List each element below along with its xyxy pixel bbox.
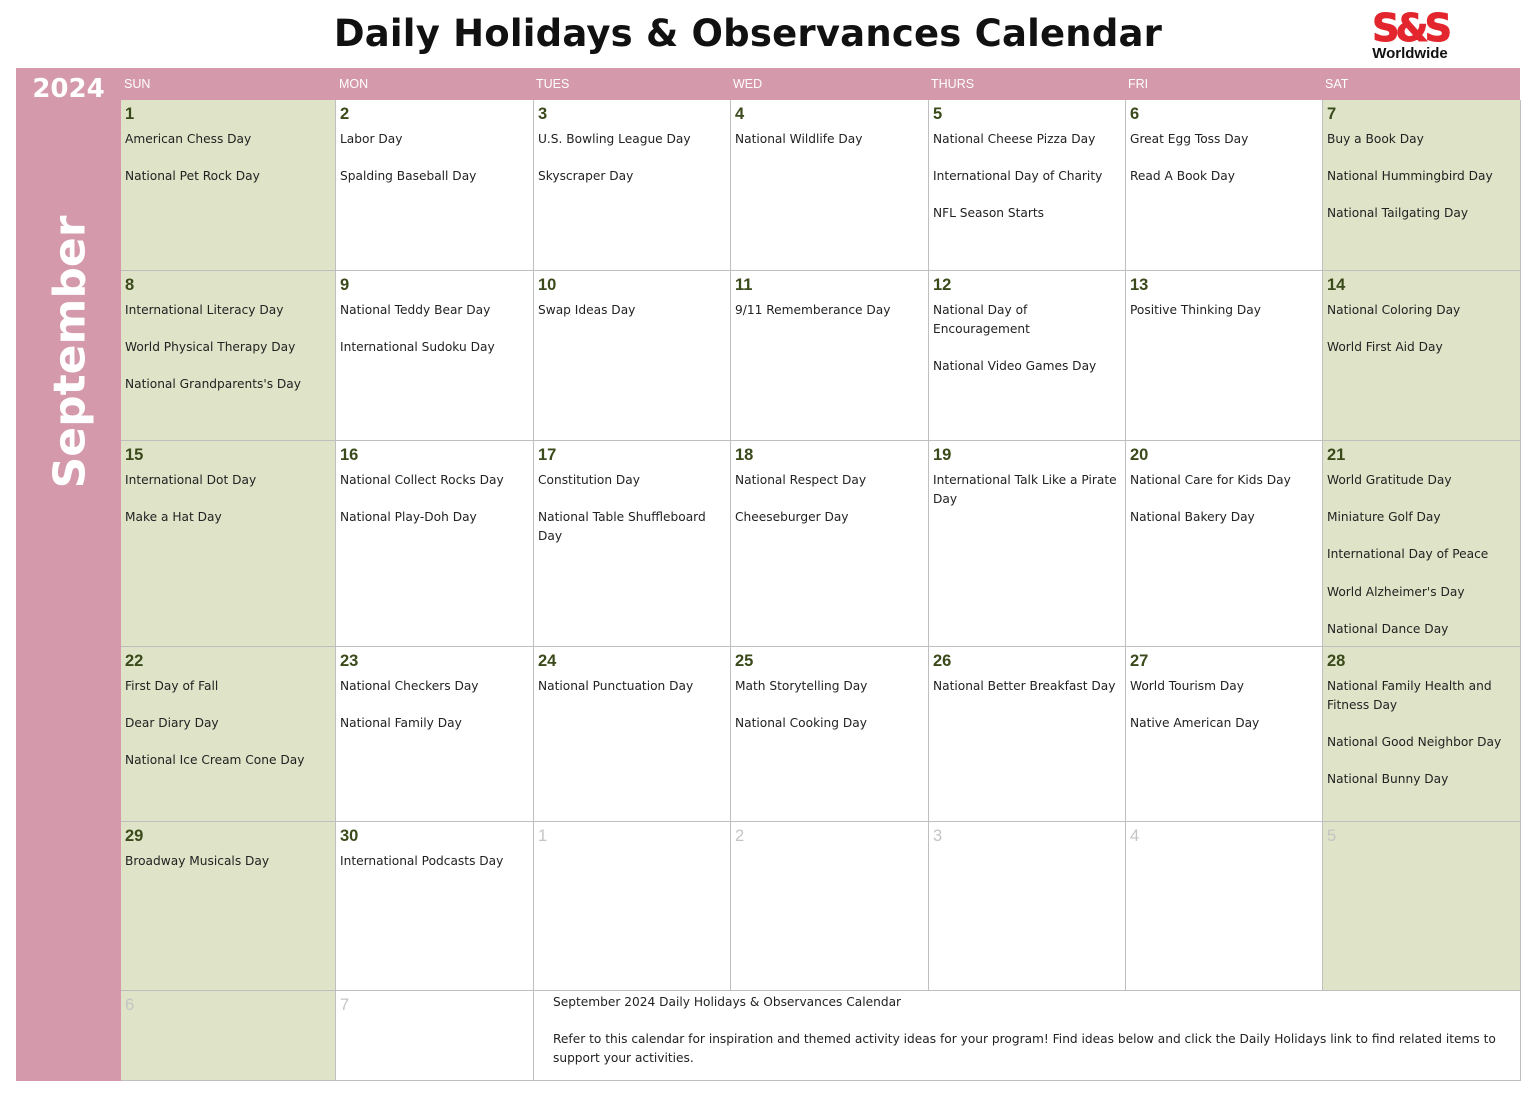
event-item[interactable]: National Checkers Day (340, 679, 479, 693)
day-number: 1 (125, 105, 135, 123)
day-cell[interactable] (731, 822, 929, 991)
day-number: 2 (735, 827, 745, 845)
event-item[interactable]: International Podcasts Day (340, 854, 504, 868)
day-cell[interactable] (1126, 271, 1323, 441)
event-item[interactable]: International Sudoku Day (340, 340, 495, 355)
day-number: 5 (933, 105, 943, 123)
event-item[interactable]: International Day of Peace (1327, 547, 1489, 562)
day-number: 3 (933, 827, 943, 845)
day-cell[interactable] (731, 647, 929, 822)
day-number: 14 (1327, 276, 1346, 294)
day-cell[interactable] (929, 441, 1126, 647)
day-number: 18 (735, 446, 754, 464)
event-item[interactable]: World Tourism Day (1130, 679, 1244, 693)
day-number: 28 (1327, 652, 1346, 670)
event-item[interactable]: Miniature Golf Day (1327, 510, 1441, 525)
day-number: 7 (1327, 105, 1337, 123)
day-number: 20 (1130, 446, 1149, 464)
event-item[interactable]: World First Aid Day (1327, 340, 1443, 355)
event-item[interactable]: National Bunny Day (1327, 771, 1449, 786)
event-item[interactable]: National Teddy Bear Day (340, 303, 491, 317)
weekday-label: SUN (124, 77, 151, 91)
event-list (125, 471, 331, 545)
day-cell[interactable] (121, 441, 336, 647)
event-item[interactable]: National Tailgating Day (1327, 206, 1469, 221)
calendar-grid (121, 100, 1521, 1081)
day-number: 30 (340, 827, 359, 845)
note-title: September 2024 Daily Holidays & Observances Calendar (553, 995, 902, 1009)
day-number: 21 (1327, 446, 1346, 464)
logo-mark: S&S (1372, 6, 1448, 50)
event-item[interactable]: Skyscraper Day (538, 169, 634, 184)
day-cell[interactable] (534, 271, 731, 441)
event-item[interactable]: Read A Book Day (1130, 169, 1235, 184)
event-item[interactable]: American Chess Day (125, 132, 252, 146)
day-number: 23 (340, 652, 359, 670)
weekday-header (121, 68, 1520, 100)
event-list (340, 471, 529, 545)
day-cell[interactable] (336, 647, 534, 822)
note-body: Refer to this calendar for inspiration and themed activity ideas for your program! Find ideas below and click the Daily Holidays link to find related items to support your activities. (553, 1032, 1496, 1065)
event-list (1130, 130, 1318, 204)
event-item[interactable]: Constitution Day (538, 473, 640, 487)
day-number: 7 (340, 996, 350, 1014)
day-cell[interactable] (731, 271, 929, 441)
event-list (125, 852, 331, 889)
event-list (340, 301, 529, 375)
day-number: 29 (125, 827, 144, 845)
event-item[interactable]: Great Egg Toss Day (1130, 132, 1249, 146)
event-item[interactable]: National Ice Cream Cone Day (125, 753, 305, 768)
logo-subtitle: Worldwide (1372, 45, 1448, 62)
event-item[interactable]: National Family Health and Fitness Day (1327, 679, 1492, 712)
day-number: 19 (933, 446, 952, 464)
event-item[interactable]: National Coloring Day (1327, 303, 1461, 317)
event-item[interactable]: National Bakery Day (1130, 510, 1255, 525)
event-list (1130, 471, 1318, 545)
weekday-label: TUES (536, 77, 570, 91)
event-list (538, 677, 726, 714)
day-number: 11 (735, 276, 753, 294)
event-item[interactable]: Dear Diary Day (125, 716, 219, 731)
day-number: 24 (538, 652, 557, 670)
event-item[interactable]: Math Storytelling Day (735, 679, 868, 693)
day-number: 27 (1130, 652, 1149, 670)
brand-logo[interactable] (1364, 8, 1456, 68)
day-cell[interactable] (121, 100, 336, 271)
day-cell[interactable] (336, 441, 534, 647)
event-list (735, 471, 924, 545)
event-item[interactable]: Make a Hat Day (125, 510, 222, 525)
event-item[interactable]: Buy a Book Day (1327, 132, 1424, 146)
day-cell[interactable] (121, 822, 336, 991)
day-number: 3 (538, 105, 548, 123)
day-number: 2 (340, 105, 350, 123)
event-list (735, 301, 924, 338)
day-number: 10 (538, 276, 557, 294)
event-list (538, 130, 726, 204)
event-item[interactable]: Swap Ideas Day (538, 303, 636, 317)
day-cell[interactable] (336, 991, 534, 1081)
event-item[interactable]: International Dot Day (125, 473, 257, 487)
event-item[interactable]: National Good Neighbor Day (1327, 734, 1502, 749)
event-item[interactable]: 9/11 Rememberance Day (735, 303, 891, 317)
event-item[interactable]: National Table Shuffleboard Day (538, 510, 706, 543)
day-cell[interactable] (1323, 647, 1521, 822)
day-number: 1 (538, 827, 548, 845)
event-item[interactable]: Cheeseburger Day (735, 510, 849, 525)
day-cell[interactable] (121, 991, 336, 1081)
day-cell[interactable] (121, 271, 336, 441)
event-item[interactable]: Broadway Musicals Day (125, 854, 270, 868)
day-cell[interactable] (534, 441, 731, 647)
day-cell[interactable] (1126, 822, 1323, 991)
day-number: 17 (538, 446, 557, 464)
event-list (125, 130, 331, 204)
day-number: 5 (1327, 827, 1337, 845)
event-item[interactable]: National Play-Doh Day (340, 510, 477, 525)
event-list (1327, 130, 1516, 242)
event-list (538, 471, 726, 564)
day-cell[interactable] (1126, 441, 1323, 647)
event-item[interactable]: National Video Games Day (933, 358, 1097, 373)
event-list (1327, 677, 1516, 807)
weekday-label: SAT (1325, 77, 1349, 91)
event-list (1327, 301, 1516, 375)
event-list (933, 130, 1121, 242)
event-item[interactable]: National Care for Kids Day (1130, 473, 1291, 487)
event-item[interactable]: World Gratitude Day (1327, 473, 1452, 487)
day-cell[interactable] (929, 271, 1126, 441)
day-cell[interactable] (121, 647, 336, 822)
weekday-label: MON (339, 77, 369, 91)
weekday-label: THURS (931, 77, 975, 91)
day-cell[interactable] (534, 647, 731, 822)
event-list (735, 677, 924, 751)
event-item[interactable]: National Collect Rocks Day (340, 473, 504, 487)
day-number: 4 (735, 105, 745, 123)
event-list (125, 301, 331, 413)
weekday-label: WED (733, 77, 763, 91)
event-list (735, 130, 924, 167)
event-item[interactable]: Positive Thinking Day (1130, 303, 1261, 317)
event-item[interactable]: National Respect Day (735, 473, 867, 487)
event-list (933, 471, 1121, 527)
page-title: Daily Holidays & Observances Calendar (333, 12, 1163, 55)
day-number: 9 (340, 276, 350, 294)
day-cell[interactable] (731, 441, 929, 647)
month-label: September (44, 215, 96, 489)
day-number: 22 (125, 652, 144, 670)
day-cell[interactable] (534, 100, 731, 271)
day-cell[interactable] (1323, 822, 1521, 991)
day-cell[interactable] (929, 822, 1126, 991)
day-number: 8 (125, 276, 135, 294)
event-item[interactable]: National Grandparents's Day (125, 377, 301, 392)
day-cell[interactable] (336, 100, 534, 271)
event-item[interactable]: U.S. Bowling League Day (538, 132, 691, 146)
calendar-note (534, 991, 1521, 1081)
day-cell[interactable] (1126, 647, 1323, 822)
event-item[interactable]: National Cooking Day (735, 716, 867, 731)
day-cell[interactable] (1323, 100, 1521, 271)
day-cell[interactable] (336, 271, 534, 441)
day-cell[interactable] (1126, 100, 1323, 271)
event-item[interactable]: Native American Day (1130, 716, 1260, 731)
event-list (340, 677, 529, 751)
event-list (1130, 677, 1318, 751)
day-number: 16 (340, 446, 359, 464)
day-number: 4 (1130, 827, 1140, 845)
day-number: 6 (125, 996, 135, 1014)
day-cell[interactable] (1323, 271, 1521, 441)
day-number: 6 (1130, 105, 1140, 123)
day-cell[interactable] (1323, 441, 1521, 647)
event-item[interactable]: National Dance Day (1327, 621, 1449, 636)
event-item[interactable]: National Hummingbird Day (1327, 169, 1493, 184)
weekday-label: FRI (1128, 77, 1149, 91)
event-item[interactable]: National Day of Encouragement (933, 303, 1030, 336)
event-item[interactable]: Spalding Baseball Day (340, 169, 477, 184)
event-list (933, 301, 1121, 394)
event-item[interactable]: National Cheese Pizza Day (933, 132, 1096, 146)
day-cell[interactable] (534, 822, 731, 991)
day-number: 13 (1130, 276, 1149, 294)
event-item[interactable]: First Day of Fall (125, 679, 219, 693)
event-list (933, 677, 1121, 714)
event-item[interactable]: World Physical Therapy Day (125, 340, 296, 355)
event-list (125, 677, 331, 789)
event-list (538, 301, 726, 338)
day-cell[interactable] (929, 100, 1126, 271)
event-item[interactable]: National Better Breakfast Day (933, 679, 1116, 693)
event-item[interactable]: International Talk Like a Pirate Day (933, 473, 1117, 506)
day-number: 15 (125, 446, 144, 464)
event-item[interactable]: NFL Season Starts (933, 206, 1045, 221)
event-item[interactable]: National Pet Rock Day (125, 169, 260, 184)
day-cell[interactable] (336, 822, 534, 991)
event-item[interactable]: National Family Day (340, 716, 462, 731)
year-label: 2024 (32, 74, 105, 104)
event-list (1130, 301, 1318, 338)
event-item[interactable]: Labor Day (340, 132, 403, 146)
day-number: 12 (933, 276, 952, 294)
day-cell[interactable] (929, 647, 1126, 822)
month-sidebar (16, 68, 121, 1081)
day-number: 25 (735, 652, 754, 670)
event-list (1327, 471, 1516, 647)
event-item[interactable]: World Alzheimer's Day (1327, 584, 1465, 599)
day-cell[interactable] (731, 100, 929, 271)
event-item[interactable]: International Literacy Day (125, 303, 284, 317)
event-item[interactable]: National Punctuation Day (538, 679, 694, 693)
event-list (340, 852, 529, 889)
event-item[interactable]: National Wildlife Day (735, 132, 863, 146)
event-item[interactable]: International Day of Charity (933, 169, 1103, 184)
day-number: 26 (933, 652, 952, 670)
event-list (340, 130, 529, 204)
